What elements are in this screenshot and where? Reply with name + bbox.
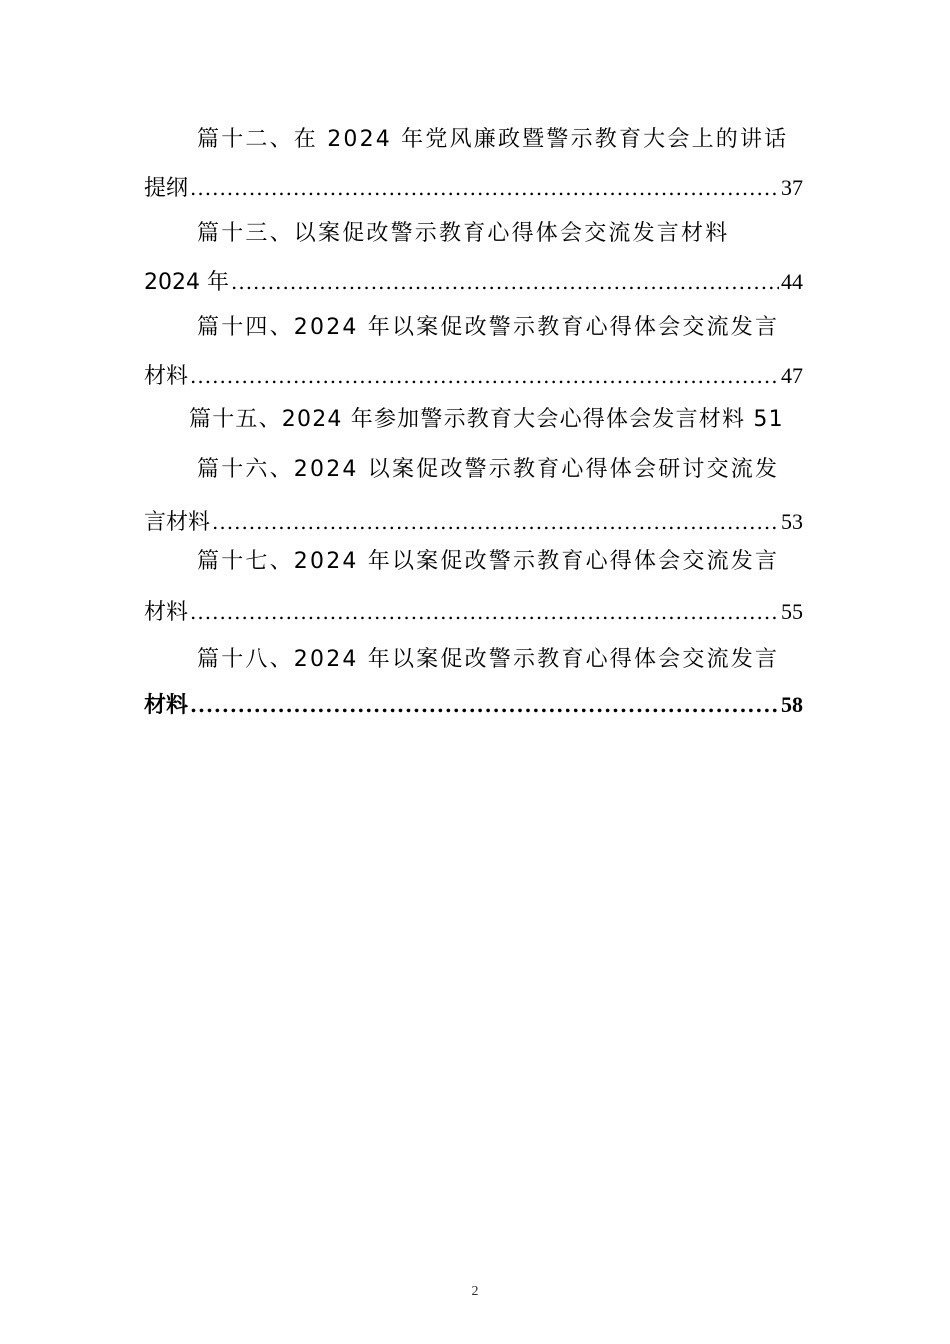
toc-entry-12-title[interactable] [197, 126, 817, 154]
dot-leader [212, 508, 779, 536]
toc-page-number: 51 [753, 407, 784, 432]
toc-page-number: 44 [781, 269, 803, 294]
toc-entry-continuation: 材料 [144, 600, 189, 625]
toc-entry-13-title[interactable] [197, 220, 817, 248]
page-footer-number: 2 [471, 1284, 479, 1299]
toc-entry-18-leader[interactable] [144, 691, 803, 720]
toc-entry-12-leader[interactable] [144, 174, 803, 203]
toc-entry-13-leader[interactable] [144, 268, 803, 297]
toc-entry-continuation: 2024 年 [144, 270, 229, 295]
toc-entry-continuation: 提纲 [144, 176, 189, 201]
toc-entry-15[interactable] [189, 406, 829, 434]
toc-entry-17-title[interactable] [197, 548, 817, 576]
toc-entry-title-text: 篇十七、2024 年以案促改警示教育心得体会交流发言 [197, 549, 780, 574]
toc-entry-title-text: 篇十五、2024 年参加警示教育大会心得体会发言材料 [189, 407, 746, 432]
toc-entry-16-title[interactable] [197, 456, 817, 484]
toc-entry-14-leader[interactable] [144, 362, 803, 391]
dot-leader [231, 268, 779, 296]
toc-entry-title-text: 篇十三、以案促改警示教育心得体会交流发言材料 [197, 221, 730, 246]
toc-entry-17-leader[interactable] [144, 598, 803, 627]
toc-entry-16-leader[interactable] [144, 508, 803, 537]
dot-leader [190, 362, 779, 390]
toc-page-number: 55 [781, 599, 803, 624]
toc-entry-title-text: 篇十四、2024 年以案促改警示教育心得体会交流发言 [197, 315, 780, 340]
toc-page-number: 53 [781, 509, 803, 534]
toc-entry-continuation: 材料 [144, 364, 189, 389]
toc-entry-title-text: 篇十六、2024 以案促改警示教育心得体会研讨交流发 [197, 457, 780, 482]
toc-entry-title-text: 篇十八、2024 年以案促改警示教育心得体会交流发言 [197, 647, 780, 672]
toc-page-number: 47 [781, 363, 803, 388]
toc-entry-continuation: 材料 [144, 693, 189, 718]
toc-entry-title-text: 篇十二、在 2024 年党风廉政暨警示教育大会上的讲话 [197, 127, 789, 152]
dot-leader [190, 691, 779, 719]
dot-leader [190, 174, 779, 202]
toc-entry-14-title[interactable] [197, 314, 817, 342]
toc-page-number: 37 [781, 175, 803, 200]
toc-entry-18-title[interactable] [197, 646, 817, 674]
toc-entry-continuation: 言材料 [144, 510, 211, 535]
toc-page-number: 58 [781, 692, 803, 717]
dot-leader [190, 598, 779, 626]
